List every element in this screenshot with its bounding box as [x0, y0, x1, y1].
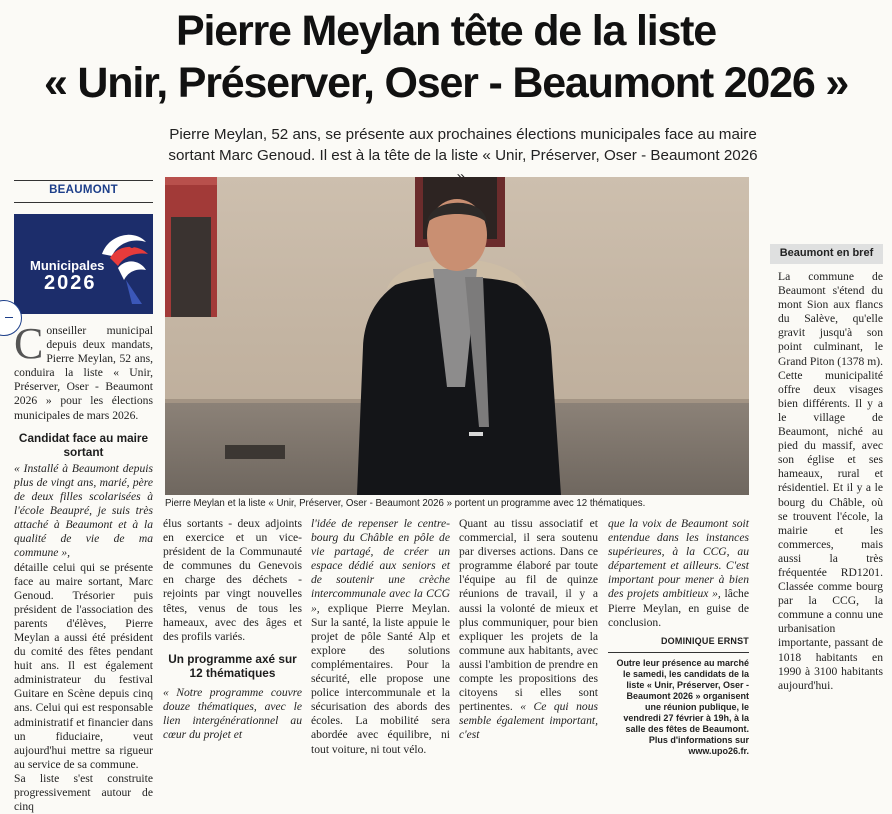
- article-column-2: [163, 517, 302, 742]
- info-box: Outre leur présence au marché le samedi, les candidats de la liste « Unir, Préserver, Oser - Beaumont 2026 » organisent une réunion publique, le vendredi 27 février à 19h, à la salle des fêtes de Beaumont. Plus d'informations sur www.upo26.fr.: [616, 657, 749, 756]
- sidebar-text: La commune de Beaumont s'étend du mont Sion aux flancs du Salève, qu'elle gravit jusqu'à son point culminant, le Grand Piton (1378 m). Cette municipalité offre deux visages bien différents. Il y a le village de Beaumont, niché au pied du massif, avec son église et ses hameaux, rural et résidentiel. Et il y a le bourg du Châble, où se trouvent l'école, la mairie et les commerces, mais aussi la très fréquentée RD1201. Classée comme bourg par la CCG, la commune a connu une urbanisation importante, passant de 1018 habitants en 1990 à 3100 habitants aujourd'hui.: [778, 270, 883, 692]
- logo-line-1: Municipales: [30, 258, 105, 273]
- rubric-top-rule: [14, 180, 153, 181]
- quote-important: « Ce qui nous semble également important, c'est: [459, 700, 598, 742]
- headline-line-2: « Unir, Préserver, Oser - Beaumont 2026 »: [43, 59, 849, 107]
- article-column-5: [608, 517, 749, 757]
- quote-programme: « Notre programme couvre douze thématiques, avec le lien intergénérationnel au cœur du projet et: [163, 685, 302, 742]
- article-photo: [165, 177, 749, 495]
- article-lead: onseiller municipal depuis deux mandats, Pierre Meylan, 52 ans, conduira la liste « Unir, Préserver, Oser - Beaumont 2026 » pour les élections municipales de mars 2026.: [14, 324, 153, 422]
- article-col2-paragraph: élus sortants - deux adjoints en exercice et un vice-président de la Communauté de communes du Genevois en charge des déchets - rejoints par vingt nouvelles têtes, venus de tous les hameaux, avec des âges et des profils variés.: [163, 517, 302, 643]
- article-column-4: [459, 517, 598, 743]
- article-paragraph-2: Sa liste s'est construite progressivement autour de cinq: [14, 771, 153, 814]
- subhead-programme: Un programme axé sur 12 thématiques: [168, 651, 297, 680]
- quote-centre-bourg: l'idée de repenser le centre-bourg du Châble en pôle de vie partagé, de créer un espace dédié aux seniors et de soutenir une crèche intercommunale avec la CCG »,: [311, 517, 450, 615]
- article-col3-paragraph: explique Pierre Meylan. Sur la santé, la liste appuie le projet de pôle Santé Alp et explore des solutions complémentaires. Pour la sécurité, elle propose une police intercommunale et la sécurisation des abords des écoles. La mobilité sera abordée avec équilibre, ni tout voiture, ni tout vélo.: [311, 601, 450, 756]
- article-column-3: [311, 517, 450, 757]
- rubric-bottom-rule: [14, 202, 153, 203]
- article-col4-paragraph: Quant au tissu associatif et commercial, il sera soutenu par diverses actions. Dans ce programme élaboré par toute l'équipe au fil de quinze réunions de travail, il y a aussi la volonté de mieux et plus communiquer, pour bien expliquer les projets de la commune aux habitants, avec aussi l'ambition de prendre en compte les propositions des citoyens si elles sont pertinentes.: [459, 517, 598, 714]
- portrait-photo-illustration: [165, 177, 749, 495]
- info-rule: [608, 652, 749, 653]
- article-chapo: Pierre Meylan, 52 ans, se présente aux prochaines élections municipales face au maire sortant Marc Genoud. Il est à la tête de la liste « Unir, Préserver, Oser - Beaumont 2026: [168, 126, 758, 164]
- article-paragraph-1: détaille celui qui se présente face au maire sortant, Marc Genoud. Trésorier puis président de l'association des parents d'élèves, Pierre Meylan a aussi été président du comité des fêtes pendant huit ans. Il est également administrateur du festival Guitare en Scène depuis cinq ans. Celui qui est responsable administratif et financier dans un fiduciaire, veut aujourd'hui mettre sa rigueur au service de sa commune.: [14, 560, 153, 771]
- author-signature: DOMINIQUE ERNST: [660, 635, 749, 646]
- logo-line-2: 2026: [44, 272, 97, 294]
- sidebar-text-box: [778, 270, 883, 693]
- headline-line-1: Pierre Meylan tête de la liste: [176, 7, 716, 55]
- dropcap: C: [14, 319, 44, 368]
- photo-caption: Pierre Meylan et la liste « Unir, Préserver, Oser - Beaumont 2026 » portent un programme avec 12 thématiques.: [165, 498, 646, 509]
- quote-voix-beaumont: que la voix de Beaumont soit entendue dans les instances supérieures, à la CCG, au département et ailleurs. C'est important pour mener à bien des projets ambitieux »,: [608, 517, 749, 601]
- rubric-label: BEAUMONT: [49, 184, 118, 196]
- article-column-1: [14, 319, 153, 814]
- article-col5-paragraph: lâche Pierre Meylan, en guise de conclusion.: [608, 587, 749, 629]
- subhead-candidat: Candidat face au maire sortant: [18, 430, 149, 459]
- sidebar-title: Beaumont en bref: [779, 247, 874, 259]
- quote-installe: « Installé à Beaumont depuis plus de vingt ans, marié, père de deux filles scolarisées à l'école Beaupré, je suis très attaché à Beaumont et à la qualité de vie de ma commune »,: [14, 461, 153, 560]
